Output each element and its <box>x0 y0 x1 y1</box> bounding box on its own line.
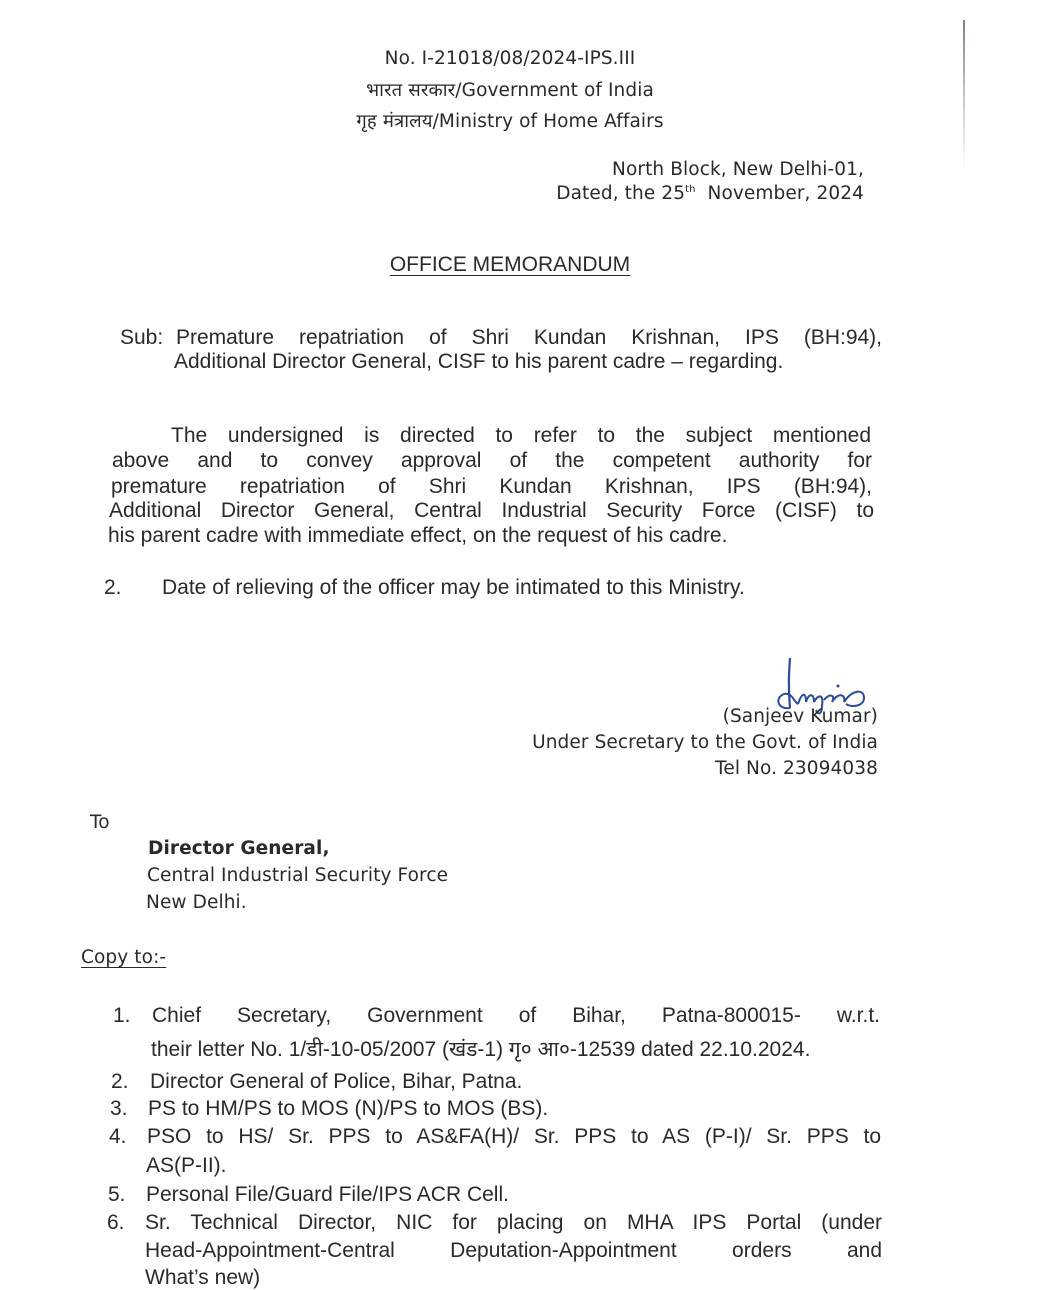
subject-line-2: Additional Director General, CISF to his parent cadre – regarding. <box>174 350 784 373</box>
memo-title: OFFICE MEMORANDUM <box>389 253 631 276</box>
copy-item-5-line-1: Personal File/Guard File/IPS ACR Cell. <box>146 1183 509 1206</box>
copy-item-3-line-1: PS to HM/PS to MOS (N)/PS to MOS (BS). <box>148 1097 549 1120</box>
copy-item-2-line-1: Director General of Police, Bihar, Patna. <box>150 1070 523 1093</box>
copy-item-4-number: 4. <box>109 1125 127 1148</box>
para1-line-4: Additional Director General, Central Industrial Security Force (CISF) to <box>109 499 874 522</box>
date-superscript: th <box>685 183 696 195</box>
signatory-tel: Tel No. 23094038 <box>715 758 878 779</box>
copy-item-5-number: 5. <box>108 1183 126 1206</box>
para1-line-2: above and to convey approval of the competent authority for <box>112 449 872 472</box>
copy-item-3-number: 3. <box>110 1097 128 1120</box>
subject-line-1: Premature repatriation of Shri Kundan Krishnan, IPS (BH:94), <box>176 326 882 349</box>
copy-to-label: Copy to:- <box>81 947 167 968</box>
file-number: No. I-21018/08/2024-IPS.III <box>384 48 636 69</box>
signatory-designation: Under Secretary to the Govt. of India <box>532 732 878 753</box>
copy-item-6-line-1: Sr. Technical Director, NIC for placing on MHA IPS Portal (under <box>145 1211 882 1234</box>
ministry-line: गृह मंत्रालय/Ministry of Home Affairs <box>356 111 664 132</box>
date-prefix: Dated, the 25 <box>556 183 686 204</box>
address-line: North Block, New Delhi-01, <box>612 159 864 180</box>
addressee-line-3: New Delhi. <box>146 892 247 913</box>
copy-item-6-number: 6. <box>107 1211 125 1234</box>
copy-item-4-line-1: PSO to HS/ Sr. PPS to AS&FA(H)/ Sr. PPS to AS (P-I)/ Sr. PPS to <box>147 1125 881 1148</box>
addressee-line-1: Director General, <box>148 838 330 859</box>
page-edge-line <box>963 20 965 170</box>
signatory-name: (Sanjeev Kumar) <box>722 706 878 727</box>
subject-label: Sub: <box>120 326 164 349</box>
copy-item-1-line-2: their letter No. 1/डी-10-05/2007 (खंड-1) गृ० आ०-12539 dated 22.10.2024. <box>151 1038 811 1061</box>
to-label: To <box>90 812 110 833</box>
addressee-line-2: Central Industrial Security Force <box>147 865 449 886</box>
copy-item-4-line-2: AS(P-II). <box>146 1154 227 1177</box>
copy-item-6-line-2: Head-Appointment-Central Deputation-Appointment orders and <box>145 1239 882 1262</box>
government-line: भारत सरकार/Government of India <box>366 80 654 101</box>
para2-number: 2. <box>104 576 122 599</box>
copy-item-2-number: 2. <box>111 1070 129 1093</box>
para1-line-1: The undersigned is directed to refer to the subject mentioned <box>171 424 871 447</box>
para1-line-5: his parent cadre with immediate effect, on the request of his cadre. <box>108 524 728 547</box>
copy-item-6-line-3: What’s new) <box>145 1266 261 1289</box>
date-suffix: November, 2024 <box>707 183 864 204</box>
date-line <box>470 183 864 204</box>
para2-text: Date of relieving of the officer may be intimated to this Ministry. <box>162 576 745 599</box>
copy-item-1-line-1: Chief Secretary, Government of Bihar, Patna-800015- w.r.t. <box>152 1004 880 1027</box>
para1-line-3: premature repatriation of Shri Kundan Krishnan, IPS (BH:94), <box>111 475 872 498</box>
copy-item-1-number: 1. <box>113 1004 131 1027</box>
